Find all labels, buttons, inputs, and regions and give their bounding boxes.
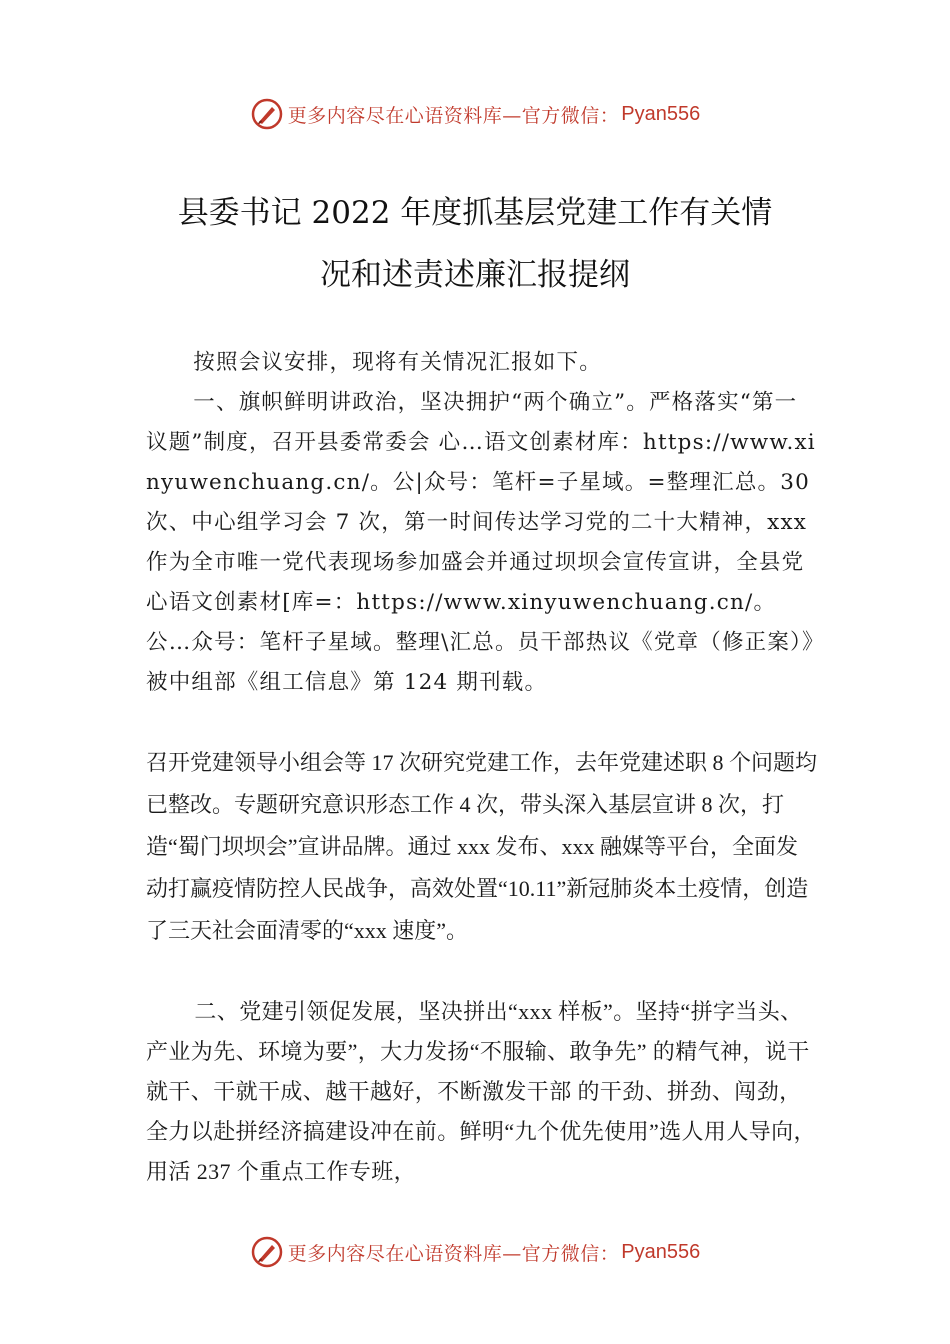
intro-paragraph: 按照会议安排，现将有关情况汇报如下。 — [193, 350, 602, 375]
watermark-id: Pyan556 — [621, 102, 701, 125]
watermark-id: Pyan556 — [621, 1240, 701, 1263]
title-line-1: 县委书记 2022 年度抓基层党建工作有关情 — [177, 195, 773, 231]
watermark-text: 更多内容尽在心语资料库—官方微信： — [287, 104, 620, 127]
watermark-banner-top — [0, 94, 950, 134]
body-block-1 — [146, 343, 818, 703]
watermark-text: 更多内容尽在心语资料库—官方微信： — [287, 1242, 620, 1265]
section-2-paragraph: 二、党建引领促发展，坚决拼出“xxx 样板”。坚持“拼字当头、产业为先、环境为要”，大力发扬“不服输、敢争先” 的精气神，说干就干、干就干成、越干越好，不断激发干部 的干劲、拼劲、闯劲，全力以赴拼经济搞建设冲在前。鲜明“九个优先使用”选人用人导向，用活 237 个重点工作专班， — [146, 999, 816, 1184]
brush-icon — [250, 97, 284, 131]
section-1-paragraph: 一、旗帜鲜明讲政治，坚决拥护“两个确立”。严格落实“第一议题”制度，召开县委常委会 心…语文创素材库：https://www.xinyuwenchuang.cn/。公|众号：笔杆=子星域。=整理汇总。30 次、中心组学习会 7 次，第一时间传达学习党的二十大精神，xxx 作为全市唯一党代表现场参加盛会并通过坝坝会宣传宣讲，全县党心语文创素材[库=：https://www.xinyuwenchuang.cn/。公…众号：笔杆子星域。整理\汇总。员干部热议《党章（修正案）》被中组部《组工信息》第 124 期刊载。 — [146, 390, 816, 695]
section-1-continuation: 召开党建领导小组会等 17 次研究党建工作，去年党建述职 8 个问题均已整改。专题研究意识形态工作 4 次，带头深入基层宣讲 8 次，打造“蜀门坝坝会”宣讲品牌。通过 xxx 发布、xxx 融媒等平台，全面发动打赢疫情防控人民战争，高效处置“10.11”新冠肺炎本土疫情，创造了三天社会面清零的“xxx 速度”。 — [146, 750, 818, 943]
watermark-banner-bottom — [0, 1232, 950, 1272]
document-title — [90, 182, 860, 306]
title-line-2: 况和述责述廉汇报提纲 — [320, 257, 630, 293]
brush-icon — [250, 1235, 284, 1269]
